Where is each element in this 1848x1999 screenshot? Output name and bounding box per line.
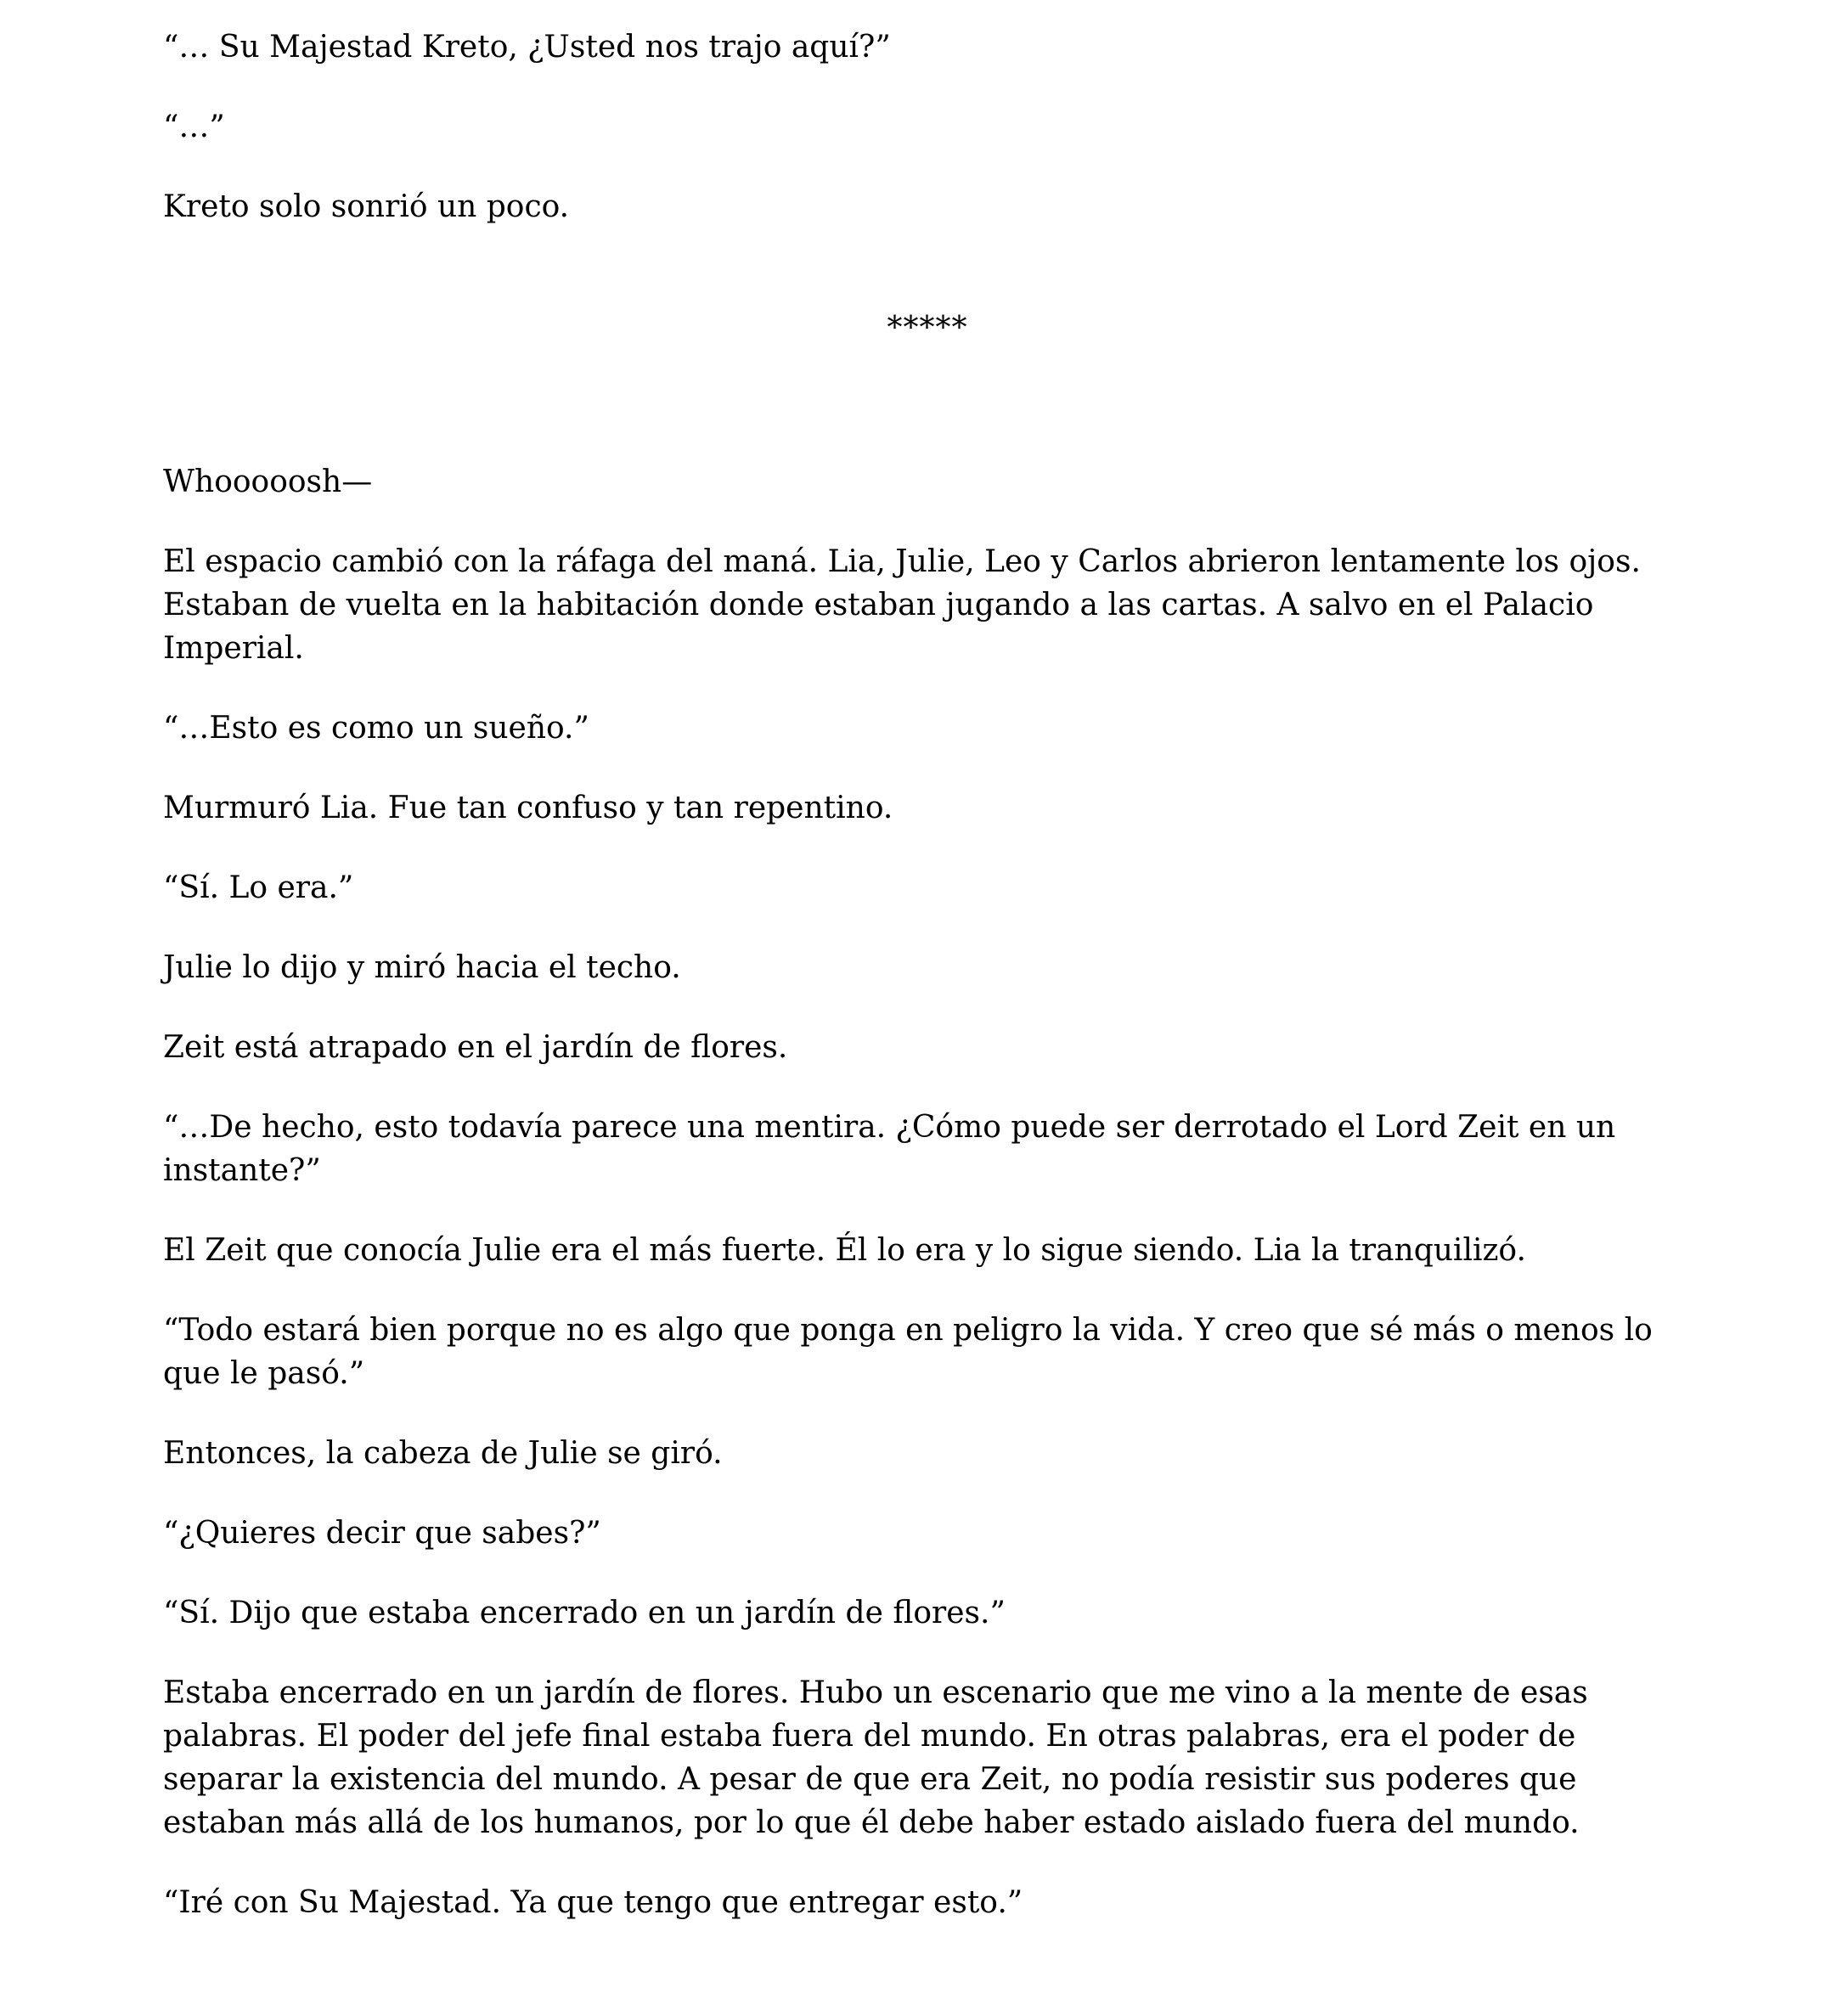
paragraph: “…Esto es como un sueño.”: [163, 711, 589, 746]
paragraph: Murmuró Lia. Fue tan confuso y tan repentino.: [163, 791, 893, 825]
paragraph: Estaba encerrado en un jardín de flores. Hubo un escenario que me vino a la mente de esas palabras. El poder del jefe final estaba fuera del mundo. En otras palabras, era el poder de separar la existencia del mundo. A pesar de que era Zeit, no podía resistir sus poderes que estaban más allá de los humanos, por lo que él debe haber estado aislado fuera del mundo.: [163, 1675, 1588, 1840]
paragraph: “Sí. Lo era.”: [163, 870, 354, 905]
paragraph: Entonces, la cabeza de Julie se giró.: [163, 1436, 723, 1471]
paragraph: El Zeit que conocía Julie era el más fuerte. Él lo era y lo sigue siendo. Lia la tranquilizó.: [163, 1233, 1526, 1268]
paragraph: Kreto solo sonrió un poco.: [163, 189, 570, 224]
paragraph: “Todo estará bien porque no es algo que ponga en peligro la vida. Y creo que sé más o menos lo que le pasó.”: [163, 1313, 1653, 1391]
paragraph: Zeit está atrapado en el jardín de flores.: [163, 1030, 788, 1065]
paragraph: “… Su Majestad Kreto, ¿Usted nos trajo aquí?”: [163, 30, 891, 65]
paragraph: “…De hecho, esto todavía parece una mentira. ¿Cómo puede ser derrotado el Lord Zeit en un instante?”: [163, 1110, 1616, 1188]
paragraph: Whooooosh—: [163, 465, 373, 499]
section-separator: *****: [887, 311, 968, 346]
paragraph: “Iré con Su Majestad. Ya que tengo que entregar esto.”: [163, 1885, 1023, 1920]
document-body: [163, 25, 1692, 1961]
paragraph: “¿Quieres decir que sabes?”: [163, 1516, 601, 1551]
paragraph: “…”: [163, 110, 225, 144]
paragraph: Julie lo dijo y miró hacia el techo.: [163, 950, 681, 985]
paragraph: “Sí. Dijo que estaba encerrado en un jardín de flores.”: [163, 1596, 1006, 1630]
paragraph: El espacio cambió con la ráfaga del maná. Lia, Julie, Leo y Carlos abrieron lentamente los ojos. Estaban de vuelta en la habitación donde estaban jugando a las cartas. A salvo en el Palacio Imperial.: [163, 544, 1641, 666]
